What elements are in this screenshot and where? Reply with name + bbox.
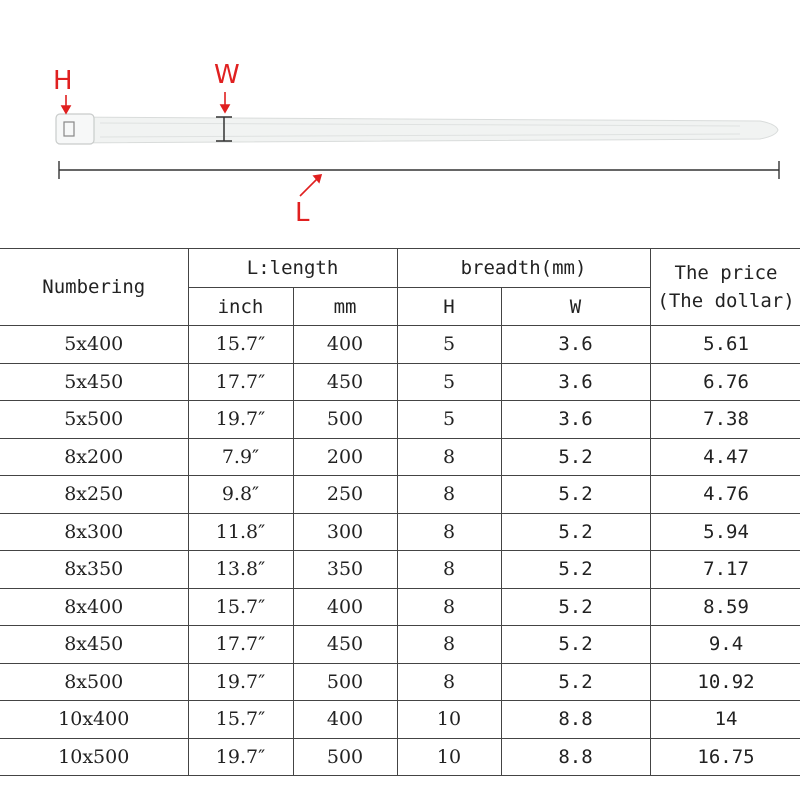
cell-w: 8.8: [501, 701, 650, 739]
cell-numbering: 8x450: [0, 626, 188, 664]
cell-numbering: 8x400: [0, 588, 188, 626]
length-dimension-line: [59, 161, 779, 179]
cable-tie-diagram: [0, 0, 800, 240]
cell-price: 6.76: [650, 363, 800, 401]
table-row: [0, 701, 800, 739]
cell-inch: 15.7″: [188, 326, 293, 364]
cell-mm: 500: [293, 401, 397, 439]
cell-h: 8: [397, 626, 501, 664]
table-row: [0, 401, 800, 439]
cell-price: 5.61: [650, 326, 800, 364]
table-body: [0, 326, 800, 776]
table-row: [0, 326, 800, 364]
cell-w: 5.2: [501, 663, 650, 701]
cell-h: 8: [397, 438, 501, 476]
header-w: W: [501, 288, 650, 326]
cell-numbering: 5x400: [0, 326, 188, 364]
cell-h: 8: [397, 476, 501, 514]
spec-table: [0, 248, 800, 776]
header-price: [650, 249, 800, 326]
cell-w: 5.2: [501, 626, 650, 664]
header-length: L:length: [188, 249, 397, 288]
header-breadth: breadth(mm): [397, 249, 650, 288]
cell-inch: 15.7″: [188, 701, 293, 739]
table-row: [0, 663, 800, 701]
header-price-line2: (The dollar): [657, 290, 795, 312]
table-row: [0, 438, 800, 476]
header-numbering: Numbering: [0, 249, 188, 326]
cell-numbering: 5x450: [0, 363, 188, 401]
cell-inch: 13.8″: [188, 551, 293, 589]
header-inch: inch: [188, 288, 293, 326]
header-h: H: [397, 288, 501, 326]
cell-mm: 300: [293, 513, 397, 551]
cell-h: 8: [397, 663, 501, 701]
header-price-line1: The price: [674, 262, 778, 284]
table-row: [0, 588, 800, 626]
w-arrow: [221, 92, 229, 112]
cell-h: 5: [397, 363, 501, 401]
cable-tie-head: [56, 114, 94, 144]
cell-inch: 15.7″: [188, 588, 293, 626]
cell-w: 3.6: [501, 363, 650, 401]
cell-price: 7.38: [650, 401, 800, 439]
cell-inch: 17.7″: [188, 363, 293, 401]
cell-h: 8: [397, 513, 501, 551]
cell-numbering: 8x300: [0, 513, 188, 551]
cell-mm: 450: [293, 363, 397, 401]
cell-numbering: 10x500: [0, 738, 188, 776]
cell-w: 3.6: [501, 401, 650, 439]
cell-mm: 250: [293, 476, 397, 514]
cell-h: 8: [397, 551, 501, 589]
table-row: [0, 513, 800, 551]
cell-h: 5: [397, 401, 501, 439]
table-row: [0, 551, 800, 589]
cell-w: 5.2: [501, 588, 650, 626]
cell-h: 10: [397, 738, 501, 776]
cable-tie-illustration: [0, 0, 800, 240]
cell-inch: 17.7″: [188, 626, 293, 664]
h-arrow: [62, 95, 70, 113]
cell-price: 4.76: [650, 476, 800, 514]
cell-price: 8.59: [650, 588, 800, 626]
cell-mm: 350: [293, 551, 397, 589]
cell-numbering: 8x500: [0, 663, 188, 701]
cell-inch: 19.7″: [188, 401, 293, 439]
cell-inch: 7.9″: [188, 438, 293, 476]
cell-w: 5.2: [501, 513, 650, 551]
label-l: L: [295, 198, 310, 228]
header-mm: mm: [293, 288, 397, 326]
table-row: [0, 476, 800, 514]
cell-inch: 19.7″: [188, 663, 293, 701]
cell-h: 8: [397, 588, 501, 626]
label-h: H: [53, 66, 73, 96]
table-row: [0, 626, 800, 664]
cell-h: 10: [397, 701, 501, 739]
cell-price: 4.47: [650, 438, 800, 476]
cell-price: 9.4: [650, 626, 800, 664]
cell-inch: 11.8″: [188, 513, 293, 551]
cell-mm: 400: [293, 588, 397, 626]
cell-w: 8.8: [501, 738, 650, 776]
cell-mm: 400: [293, 326, 397, 364]
cell-numbering: 5x500: [0, 401, 188, 439]
cell-w: 5.2: [501, 438, 650, 476]
cell-w: 3.6: [501, 326, 650, 364]
cell-w: 5.2: [501, 476, 650, 514]
cell-price: 5.94: [650, 513, 800, 551]
cell-mm: 450: [293, 626, 397, 664]
cell-numbering: 8x200: [0, 438, 188, 476]
cell-inch: 9.8″: [188, 476, 293, 514]
cell-w: 5.2: [501, 551, 650, 589]
cell-mm: 400: [293, 701, 397, 739]
cell-numbering: 10x400: [0, 701, 188, 739]
label-w: W: [214, 60, 240, 90]
cell-mm: 500: [293, 663, 397, 701]
cell-price: 14: [650, 701, 800, 739]
cell-price: 16.75: [650, 738, 800, 776]
cable-tie-strap: [58, 117, 778, 143]
cell-numbering: 8x250: [0, 476, 188, 514]
l-arrow: [300, 175, 321, 196]
table-row: [0, 738, 800, 776]
table-row: [0, 363, 800, 401]
cell-price: 10.92: [650, 663, 800, 701]
cell-mm: 500: [293, 738, 397, 776]
cell-mm: 200: [293, 438, 397, 476]
cell-h: 5: [397, 326, 501, 364]
cell-price: 7.17: [650, 551, 800, 589]
cell-numbering: 8x350: [0, 551, 188, 589]
cell-inch: 19.7″: [188, 738, 293, 776]
